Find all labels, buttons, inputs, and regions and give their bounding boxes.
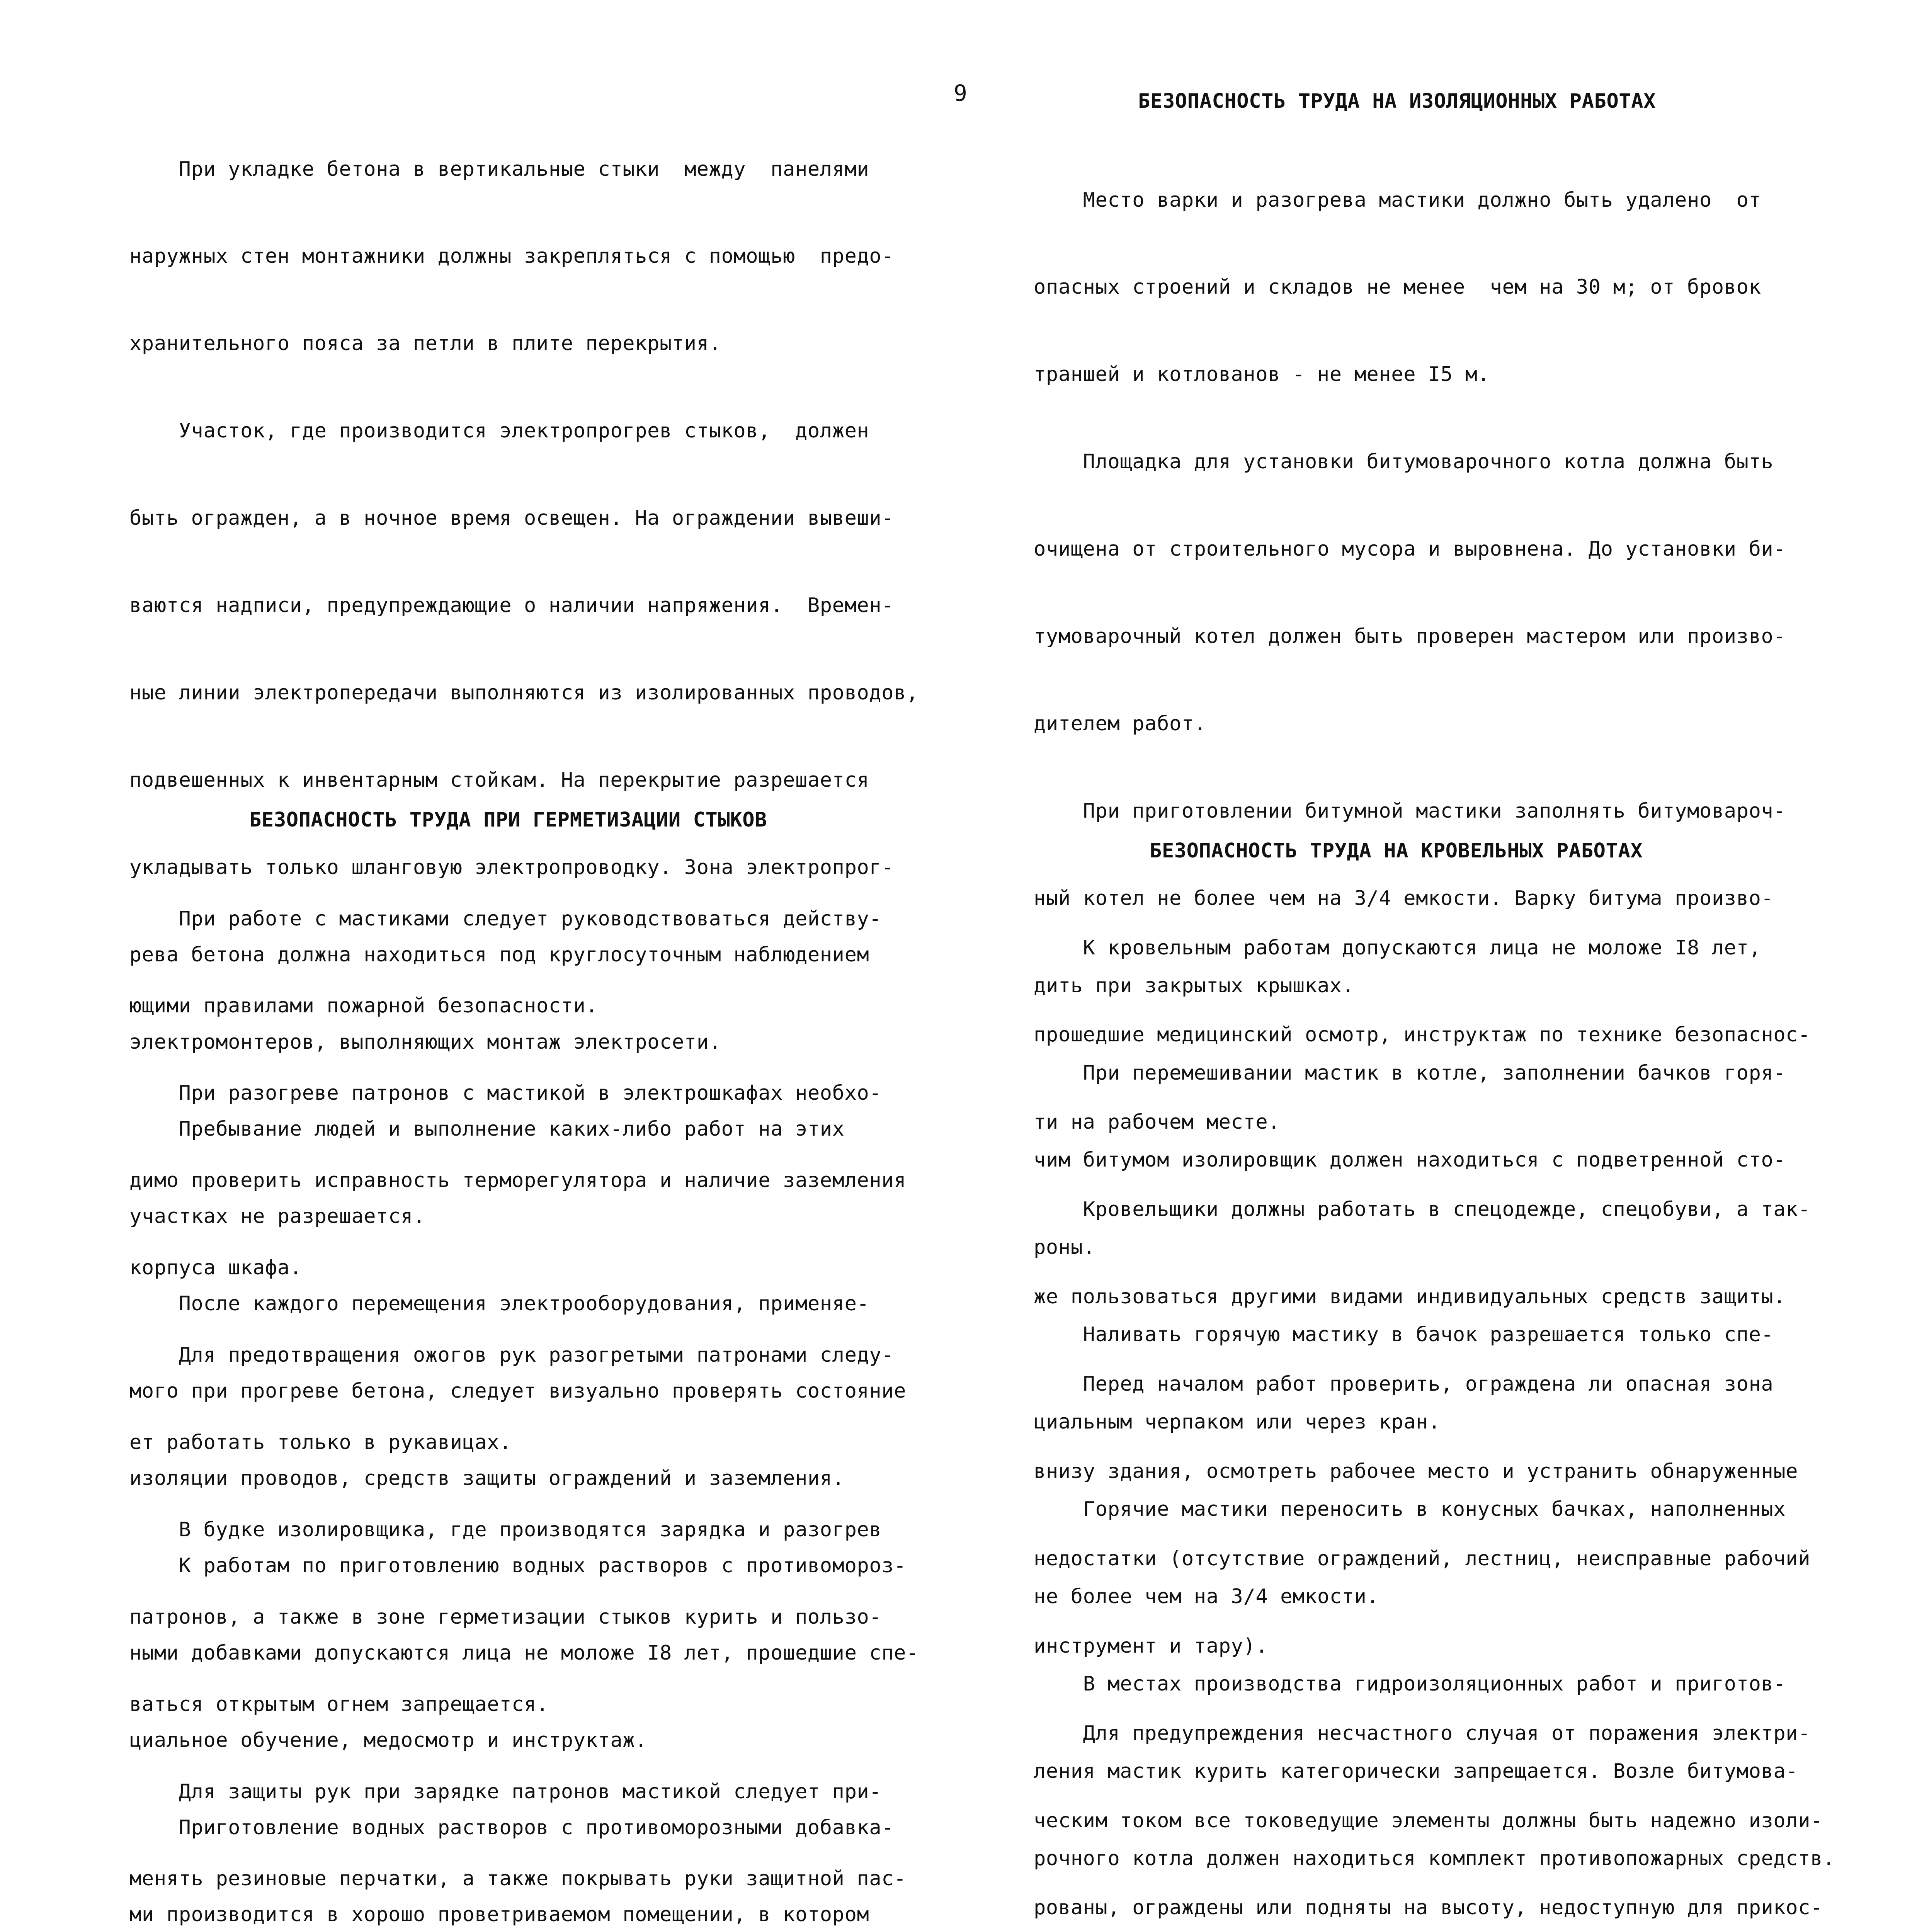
text-line: Пребывание людей и выполнение каких-либо работ на этих [129,1117,845,1141]
text-line: тумоварочный котел должен быть проверен мастером или произво- [1034,625,1786,648]
text-line: ет работать только в рукавицах. [129,1430,512,1454]
text-line: ными добавками допускаются лица не моложе I8 лет, прошедшие спе- [129,1641,919,1665]
text-line: Приготовление водных растворов с противоморозными добавка- [129,1816,894,1839]
text-line: рованы, ограждены или подняты на высоту, недоступную для прикос- [1034,1896,1823,1920]
text-line: электромонтеров, выполняющих монтаж электросети. [129,1030,721,1054]
text-line: наружных стен монтажники должны закрепляться с помощью предо- [129,245,894,268]
text-line: циальное обучение, медосмотр и инструктаж. [129,1728,648,1752]
text-line: циальным черпаком или через кран. [1034,1410,1441,1434]
text-line: Для защиты рук при зарядке патронов мастикой следует при- [129,1780,882,1803]
text-line: рева бетона должна находиться под круглосуточным наблюдением [129,943,869,966]
text-line: рочного котла должен находиться комплект противопожарных средств. [1034,1847,1835,1870]
text-line: ный котел не более чем на 3/4 емкости. Варку битума произво- [1034,886,1774,910]
left-text-block-2 [129,846,906,1932]
right-text-block-2 [1034,875,1823,1932]
text-line: не более чем на 3/4 емкости. [1034,1585,1379,1608]
text-line: Горячие мастики переносить в конусных бачках, наполненных [1034,1497,1786,1521]
section-heading-sealing: БЕЗОПАСНОСТЬ ТРУДА ПРИ ГЕРМЕТИЗАЦИИ СТЫКОВ [249,808,767,832]
text-line: участках не разрешается. [129,1205,425,1228]
text-line: траншей и котлованов - не менее I5 м. [1034,363,1490,386]
text-line: прошедшие медицинский осмотр, инструктаж по технике безопаснос- [1034,1023,1811,1047]
text-line: В местах производства гидроизоляционных работ и приготов- [1034,1672,1786,1696]
text-line: патронов, а также в зоне герметизации стыков курить и пользо- [129,1605,882,1629]
text-line: ления мастик курить категорически запрещается. Возле битумова- [1034,1759,1798,1783]
text-line: ми производится в хорошо проветриваемом помещении, в котором [129,1903,869,1927]
text-line: ные линии электропередачи выполняются из изолированных проводов, [129,681,919,704]
text-line: мого при прогреве бетона, следует визуально проверять состояние [129,1379,907,1403]
text-line: К кровельным работам допускаются лица не моложе I8 лет, [1034,936,1761,959]
text-line: опасных строений и складов не менее чем на 30 м; от бровок [1034,276,1761,299]
text-line: димо проверить исправность терморегулятора и наличие заземления [129,1169,907,1192]
text-line: ющими правилами пожарной безопасности. [129,994,598,1018]
text-line: быть огражден, а в ночное время освещен. На ограждении вывеши- [129,507,894,530]
section-heading-roofing: БЕЗОПАСНОСТЬ ТРУДА НА КРОВЕЛЬНЫХ РАБОТАХ [1150,839,1643,862]
text-line: очищена от строительного мусора и выровнена. До установки би- [1034,537,1786,561]
text-line: подвешенных к инвентарным стойкам. На перекрытие разрешается [129,768,869,792]
text-line: менять резиновые перчатки, а также покрывать руки защитной пас- [129,1867,907,1891]
page-number: 9 [954,80,967,106]
text-line: Участок, где производится электропрогрев стыков, должен [129,419,869,443]
text-line: Площадка для установки битумоварочного котла должна быть [1034,450,1774,474]
text-line: инструмент и тару). [1034,1634,1268,1658]
text-line: ваться открытым огнем запрещается. [129,1692,549,1716]
text-line: Место варки и разогрева мастики должно быть удалено от [1034,188,1761,212]
text-line: При работе с мастиками следует руководствоваться действу- [129,907,882,930]
text-line: дить при закрытых крышках. [1034,974,1354,997]
text-line: ти на рабочем месте. [1034,1111,1281,1134]
text-line: При перемешивании мастик в котле, заполнении бачков горя- [1034,1061,1786,1085]
text-line: При разогреве патронов с мастикой в электрошкафах необхо- [129,1082,882,1105]
text-line: ческим током все токоведущие элементы должны быть надежно изоли- [1034,1809,1823,1832]
text-line: Перед началом работ проверить, ограждена ли опасная зона [1034,1372,1774,1396]
text-line: Для предотвращения ожогов рук разогретыми патронами следу- [129,1344,894,1367]
text-line: хранительного пояса за петли в плите перекрытия. [129,332,721,355]
text-line: Наливать горячую мастику в бачок разрешается только спе- [1034,1323,1774,1347]
text-line: В будке изолировщика, где производятся зарядка и разогрев [129,1518,882,1541]
text-line: При приготовлении битумной мастики заполнять битумовароч- [1034,799,1786,823]
text-line: недостатки (отсутствие ограждений, лестниц, неисправные рабочий [1034,1547,1811,1570]
text-line: изоляции проводов, средств защиты ограждений и заземления. [129,1466,845,1490]
text-line: же пользоваться другими видами индивидуальных средств защиты. [1034,1285,1786,1309]
text-line: корпуса шкафа. [129,1256,302,1280]
text-line: При укладке бетона в вертикальные стыки между панелями [129,157,869,181]
text-line: Для предупреждения несчастного случая от поражения электри- [1034,1721,1811,1745]
text-line: укладывать только шланговую электропроводку. Зона электропрог- [129,855,894,879]
text-line: внизу здания, осмотреть рабочее место и устранить обнаруженные [1034,1459,1798,1483]
text-line: ваются надписи, предупреждающие о наличии напряжения. Времен- [129,594,894,617]
text-line: роны. [1034,1236,1095,1259]
text-line: чим битумом изолировщик должен находиться с подветренной сто- [1034,1148,1786,1172]
section-heading-insulation: БЕЗОПАСНОСТЬ ТРУДА НА ИЗОЛЯЦИОННЫХ РАБОТАХ [1138,90,1656,113]
text-line: дителем работ. [1034,712,1206,735]
text-line: Кровельщики должны работать в спецодежде, спецобуви, а так- [1034,1198,1811,1221]
text-line: К работам по приготовлению водных растворов с противомороз- [129,1554,907,1577]
text-line: После каждого перемещения электрооборудования, применяе- [129,1292,869,1316]
